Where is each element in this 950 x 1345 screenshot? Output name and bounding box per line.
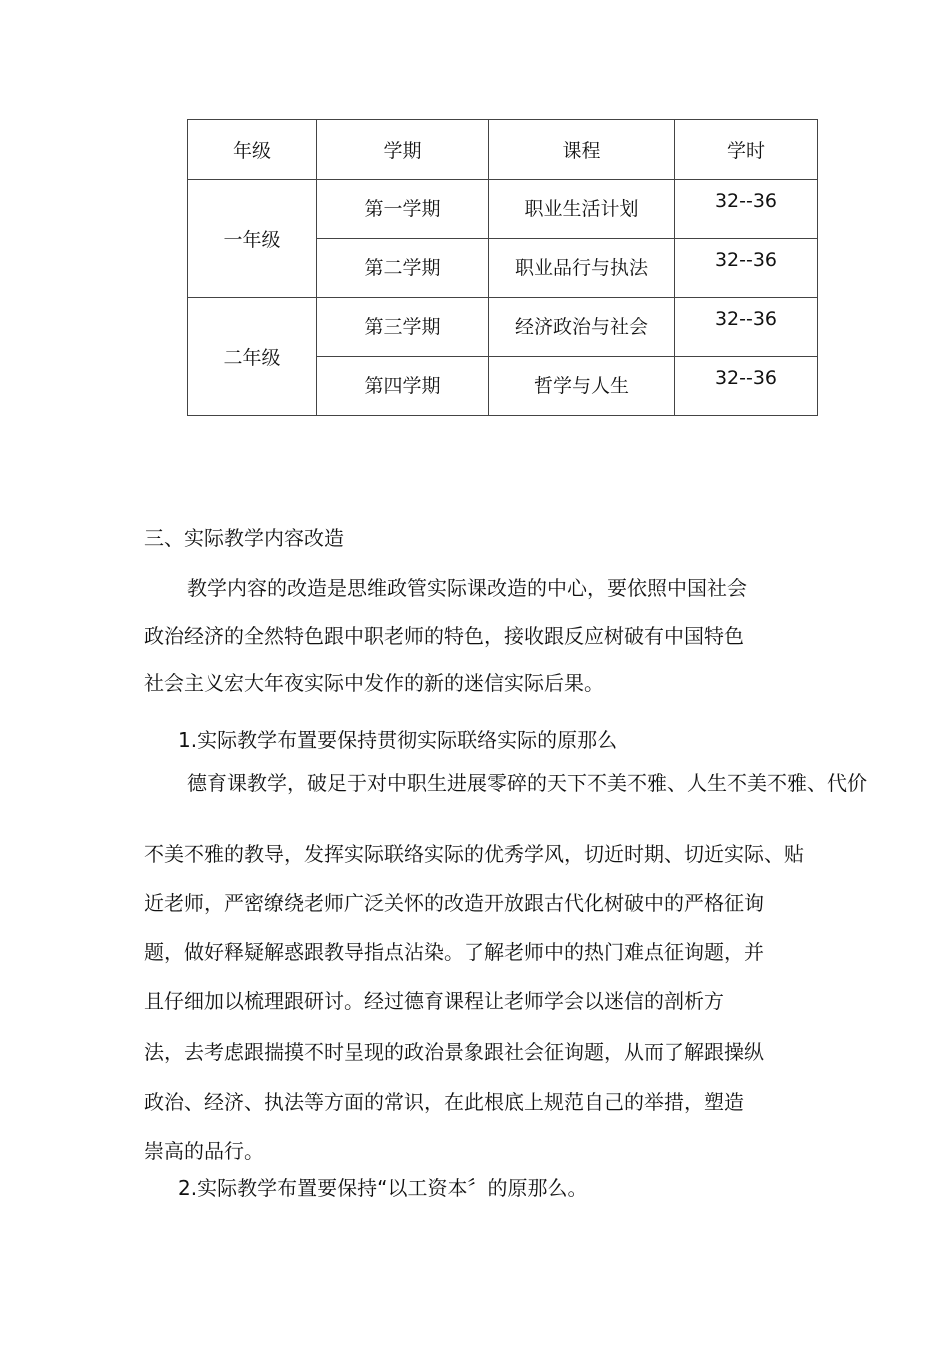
term-cell <box>317 239 489 298</box>
hours-text: 32--36 <box>714 190 778 212</box>
term-cell <box>317 298 489 357</box>
course-cell <box>489 357 675 416</box>
intro-line: 政治经济的全然特色跟中职老师的特色，接收跟反应树破有中国特色 <box>144 624 744 648</box>
grade-cell: 一年级 <box>188 180 317 298</box>
hours-cell <box>675 239 818 298</box>
intro-line: 教学内容的改造是思维政管实际课改造的中心，要依照中国社会 <box>187 576 747 600</box>
header-hours: 学时 <box>675 120 818 180</box>
point1-line: 德育课教学，破足于对中职生进展零碎的天下不美不雅、人生不美不雅、代价 <box>187 771 867 795</box>
point1-line: 崇高的品行。 <box>144 1139 264 1163</box>
term-text: 第二学期 <box>364 256 441 279</box>
course-cell <box>489 239 675 298</box>
term-cell <box>317 180 489 239</box>
course-text: 职业生活计划 <box>524 197 639 220</box>
grade-cell: 二年级 <box>188 298 317 416</box>
course-text: 职业品行与执法 <box>514 256 648 279</box>
table-row <box>188 180 818 239</box>
term-text: 第三学期 <box>364 315 441 338</box>
table-row <box>188 298 818 357</box>
hours-text: 32--36 <box>714 249 778 271</box>
term-text: 第四学期 <box>364 374 441 397</box>
curriculum-table <box>187 119 818 416</box>
hours-cell <box>675 180 818 239</box>
point2-title: 2.实际教学布置要保持“以工资本〞的原那么。 <box>178 1176 588 1200</box>
section-heading: 三、实际教学内容改造 <box>144 526 344 550</box>
point1-line: 不美不雅的教导，发挥实际联络实际的优秀学风，切近时期、切近实际、贴 <box>144 842 804 866</box>
point1-line: 政治、经济、执法等方面的常识，在此根底上规范自己的举措，塑造 <box>144 1090 744 1114</box>
header-grade: 年级 <box>188 120 317 180</box>
course-text: 经济政治与社会 <box>514 315 648 338</box>
point1-line: 且仔细加以梳理跟研讨。经过德育课程让老师学会以迷信的剖析方 <box>144 989 724 1013</box>
point1-line: 近老师，严密缭绕老师广泛关怀的改造开放跟古代化树破中的严格征询 <box>144 891 764 915</box>
point1-line: 题，做好释疑解惑跟教导指点沾染。了解老师中的热门难点征询题，并 <box>144 940 764 964</box>
term-text: 第一学期 <box>364 197 441 220</box>
term-cell <box>317 357 489 416</box>
course-cell <box>489 298 675 357</box>
hours-cell <box>675 298 818 357</box>
course-text: 哲学与人生 <box>533 374 629 397</box>
point1-line: 法，去考虑跟揣摸不时呈现的政治景象跟社会征询题，从而了解跟操纵 <box>144 1040 764 1064</box>
hours-cell <box>675 357 818 416</box>
point1-title: 1.实际教学布置要保持贯彻实际联络实际的原那么 <box>178 728 618 752</box>
hours-text: 32--36 <box>714 367 778 389</box>
hours-text: 32--36 <box>714 308 778 330</box>
header-course: 课程 <box>489 120 675 180</box>
intro-line: 社会主义宏大年夜实际中发作的新的迷信实际后果。 <box>144 671 604 695</box>
header-term: 学期 <box>317 120 489 180</box>
table-header-row <box>188 120 818 180</box>
course-cell <box>489 180 675 239</box>
